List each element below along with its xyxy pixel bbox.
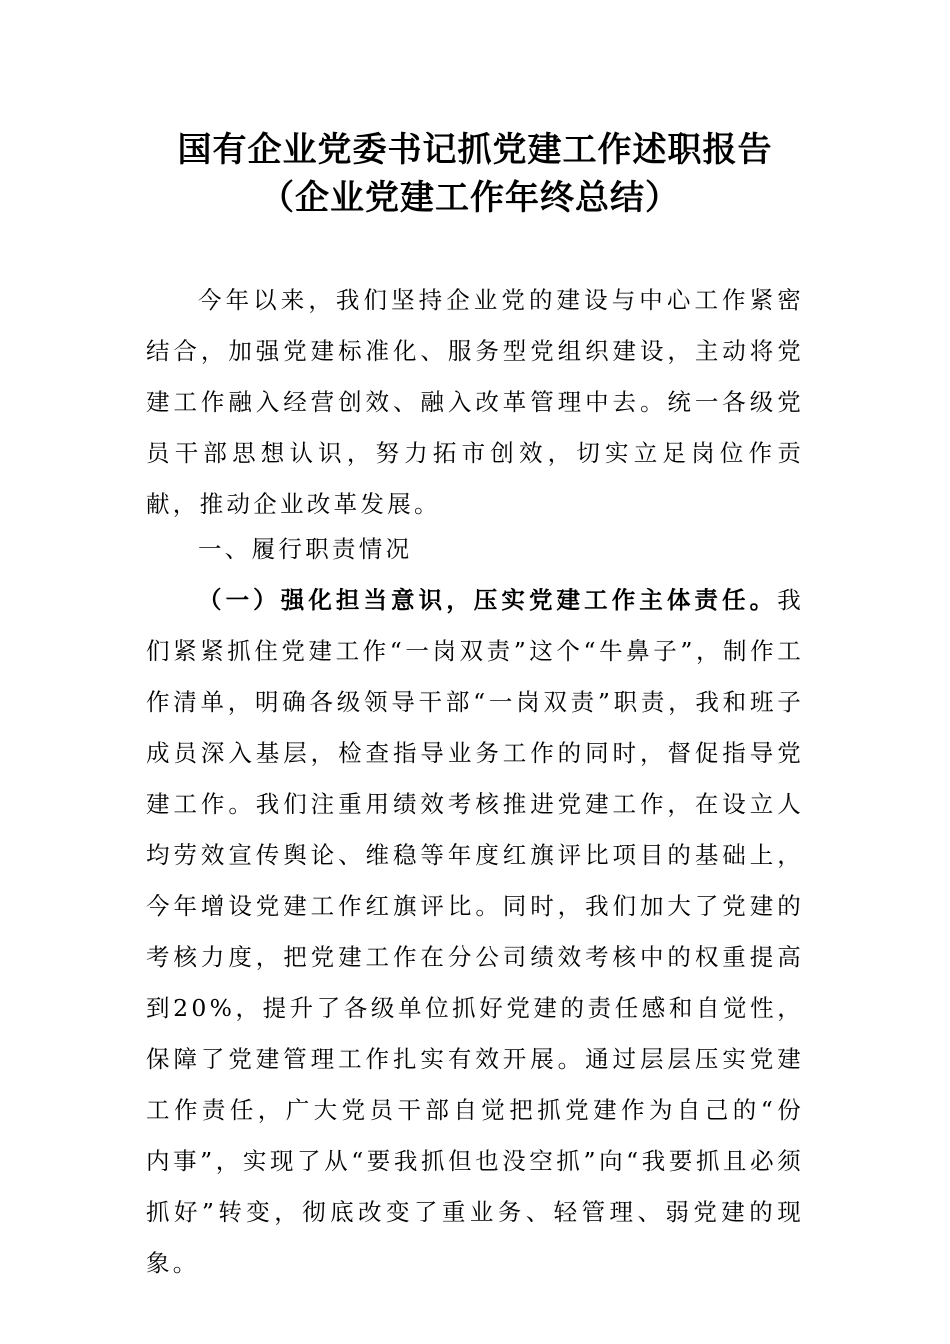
document-subtitle: （企业党建工作年终总结）: [260, 178, 680, 218]
section-heading: 一、履行职责情况: [198, 535, 413, 563]
paragraph-lead: （一）强化担当意识，压实党建工作主体责任。: [198, 586, 778, 614]
document-title: 国有企业党委书记抓党建工作述职报告: [177, 130, 773, 170]
paragraph-body: 我们紧紧抓住党建工作“一岗双责”这个“牛鼻子”，制作工作清单，明确各级领导干部“一岗双责”职责，我和班子成员深入基层，检查指导业务工作的同时，督促指导党建工作。我们注重用绩效考核推进党建工作，在设立人均劳效宣传舆论、维稳等年度红旗评比项目的基础上，今年增设党建工作红旗评比。同时，我们加大了党建的考核力度，把党建工作在分公司绩效考核中的权重提高到20%，提升了各级单位抓好党建的责任感和自觉性，保障了党建管理工作扎实有效开展。通过层层压实党建工作责任，广大党员干部自觉把抓党建作为自己的“份内事”，实现了从“要我抓但也没空抓”向“我要抓且必须抓好”转变，彻底改变了重业务、轻管理、弱党建的现象。: [146, 586, 804, 1277]
intro-paragraph: 今年以来，我们坚持企业党的建设与中心工作紧密结合，加强党建标准化、服务型党组织建设，主动将党建工作融入经营创效、融入改革管理中去。统一各级党员干部思想认识，努力拓市创效，切实立足岗位作贡献，推动企业改革发展。: [146, 286, 804, 518]
section-paragraph: [146, 575, 804, 1289]
